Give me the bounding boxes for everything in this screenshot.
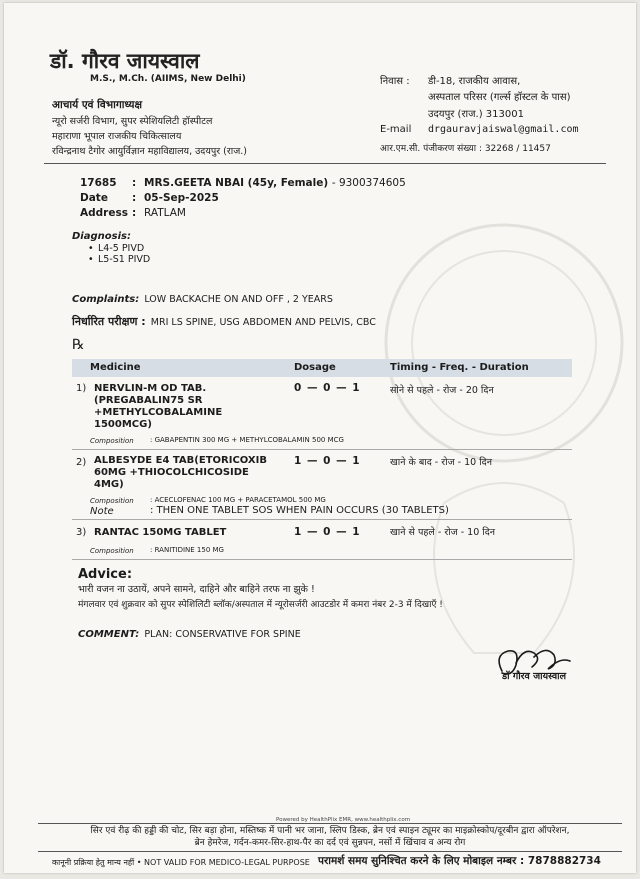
patient-id-row: 17685 : MRS.GEETA NBAI (45y, Female) - 9300374605 [80, 177, 406, 189]
complaints-row [72, 287, 333, 306]
comment-text: PLAN: CONSERVATIVE FOR SPINE [144, 629, 301, 640]
investigations-row [72, 310, 376, 329]
note-label: Note [90, 506, 114, 517]
powered-by-text: Powered by HealthPlix EMR, www.healthplix.com [276, 817, 411, 823]
date-label: Date [80, 192, 108, 204]
composition-value: : RANITIDINE 150 MG [150, 546, 224, 554]
composition-value: : GABAPENTIN 300 MG + METHYLCOBALAMIN 500 MCG [150, 436, 344, 444]
medicine-number: 3) [76, 527, 87, 538]
doctor-name: डॉ. गौरव जायस्वाल [50, 49, 200, 73]
medicine-name: RANTAC 150MG TABLET [94, 527, 227, 538]
appointment-number: परामर्श समय सुनिश्चित करने के लिए मोबाइल नम्बर : 7878882734 [318, 855, 601, 867]
patient-address: RATLAM [144, 207, 186, 219]
medicine-number: 1) [76, 383, 87, 394]
comment-row [78, 622, 301, 641]
visit-date: 05-Sep-2025 [144, 192, 219, 204]
patient-id: 17685 [80, 177, 117, 189]
services-text: सिर एवं रीढ़ की हड्डी की चोट, सिर बड़ा होना, मस्तिष्क में पानी भर जाना, स्लिप डिस्क, ब्रेन एवं स्पाइन ट्यूमर का माइक्रोस्कोप/दूरबीन द्वारा ऑपरेशन, ब्रेन हेमरेज, गर्दन-कमर-सिर-हाथ-पैर का दर्द एवं सुन्नपन, नसों में खिंचाव व अन्य रोग [90, 826, 570, 848]
medicine-name: NERVLIN-M OD TAB. (PREGABALIN75 SR +METHYLCOBALAMINE 1500MCG) [94, 383, 223, 430]
medicine-dosage: 0 — 0 — 1 [294, 382, 361, 394]
medicine-table-header [72, 359, 572, 377]
doctor-designation: आचार्य एवं विभागाध्यक्ष [52, 99, 143, 111]
medicine-timing: खाने के बाद - रोज - 10 दिन [390, 457, 492, 468]
medicine-timing: खाने से पहले - रोज - 10 दिन [390, 527, 496, 538]
complaints-text: LOW BACKACHE ON AND OFF , 2 YEARS [144, 294, 333, 305]
investigations-label: निर्धारित परीक्षण : [72, 315, 146, 328]
row-divider [72, 519, 572, 520]
email-line [380, 124, 579, 135]
department-line: न्यूरो सर्जरी विभाग, सुपर स्पेशियलिटी हॉस्पीटल [52, 116, 213, 127]
row-divider [72, 449, 572, 450]
doctor-qualifications: M.S., M.Ch. (AIIMS, New Delhi) [90, 74, 246, 84]
patient-phone: - 9300374605 [331, 177, 406, 189]
medicine-dosage: 1 — 0 — 1 [294, 455, 361, 467]
dosage-column-header: Dosage [294, 362, 336, 373]
composition-label: Composition [90, 497, 134, 505]
comment-label: COMMENT: [78, 629, 140, 640]
diagnosis-list [88, 243, 150, 265]
diagnosis-item: • L4-5 PIVD [88, 243, 150, 254]
address-row: Address : RATLAM [80, 207, 186, 219]
diagnosis-label: Diagnosis: [72, 231, 131, 242]
complaints-label: Complaints: [72, 294, 140, 305]
composition-label: Composition [90, 437, 134, 445]
residence-line: उदयपुर (राज.) 313001 [428, 109, 524, 120]
medicine-timing: सोने से पहले - रोज - 20 दिन [390, 385, 494, 396]
prescription-page [4, 3, 636, 873]
diagnosis-item: • L5-S1 PIVD [88, 254, 150, 265]
row-divider [72, 559, 572, 560]
department-line: रविन्द्रनाथ टैगोर आयुर्विज्ञान महाविद्यालय, उदयपुर (राज.) [52, 146, 247, 157]
email-address: drgauravjaiswal@gmail.com [428, 124, 579, 135]
medicine-row [72, 455, 572, 519]
advice-line: भारी वजन ना उठायें, अपने सामने, दाहिने और बाहिने तरफ ना झुके ! [78, 584, 315, 595]
legal-note: कानूनी प्रक्रिया हेतु मान्य नहीं • NOT VALID FOR MEDICO-LEGAL PURPOSE [52, 858, 310, 867]
registration-number: आर.एम.सी. पंजीकरण संख्या : 32268 / 11457 [380, 144, 551, 154]
note-value: : THEN ONE TABLET SOS WHEN PAIN OCCURS (30 TABLETS) [150, 505, 449, 516]
composition-value: : ACECLOFENAC 100 MG + PARACETAMOL 500 MG [150, 496, 326, 504]
header-divider [44, 163, 606, 164]
advice-line: मंगलवार एवं शुक्रवार को सुपर स्पेशिलिटी ब्लॉक/अस्पताल में न्यूरोसर्जरी आउटडोर में कमरा नंबर 2-3 में दिखाएँ ! [78, 600, 443, 610]
medicine-name: ALBESYDE E4 TAB(ETORICOXIB 60MG +THIOCOLCHICOSIDE 4MG) [94, 455, 267, 490]
medicine-number: 2) [76, 457, 87, 468]
email-label: E-mail [380, 124, 412, 135]
residence-line: निवास : डी-18, राजकीय आवास, [380, 73, 520, 87]
advice-title: Advice: [78, 567, 133, 582]
footer-divider [38, 851, 622, 852]
medicine-dosage: 1 — 0 — 1 [294, 526, 361, 538]
timing-column-header: Timing - Freq. - Duration [390, 362, 529, 373]
investigations-text: MRI LS SPINE, USG ABDOMEN AND PELVIS, CBC [150, 317, 376, 328]
patient-name: MRS.GEETA NBAI (45y, Female) [144, 177, 329, 189]
medicine-row [72, 381, 572, 447]
medicine-column-header: Medicine [90, 362, 141, 373]
department-line: महाराणा भूपाल राजकीय चिकित्सालय [52, 131, 182, 142]
medicine-row [72, 525, 572, 559]
composition-label: Composition [90, 547, 134, 555]
rx-symbol: ℞ [72, 337, 85, 353]
residence-line: अस्पताल परिसर (गर्ल्स हॉस्टल के पास) [428, 92, 571, 103]
date-row: Date : 05-Sep-2025 [80, 192, 219, 204]
address-label: Address [80, 207, 128, 219]
footer-divider [38, 823, 622, 824]
signature-name: डॉ गौरव जायस्वाल [502, 671, 567, 682]
residence-label: निवास : [380, 76, 410, 87]
